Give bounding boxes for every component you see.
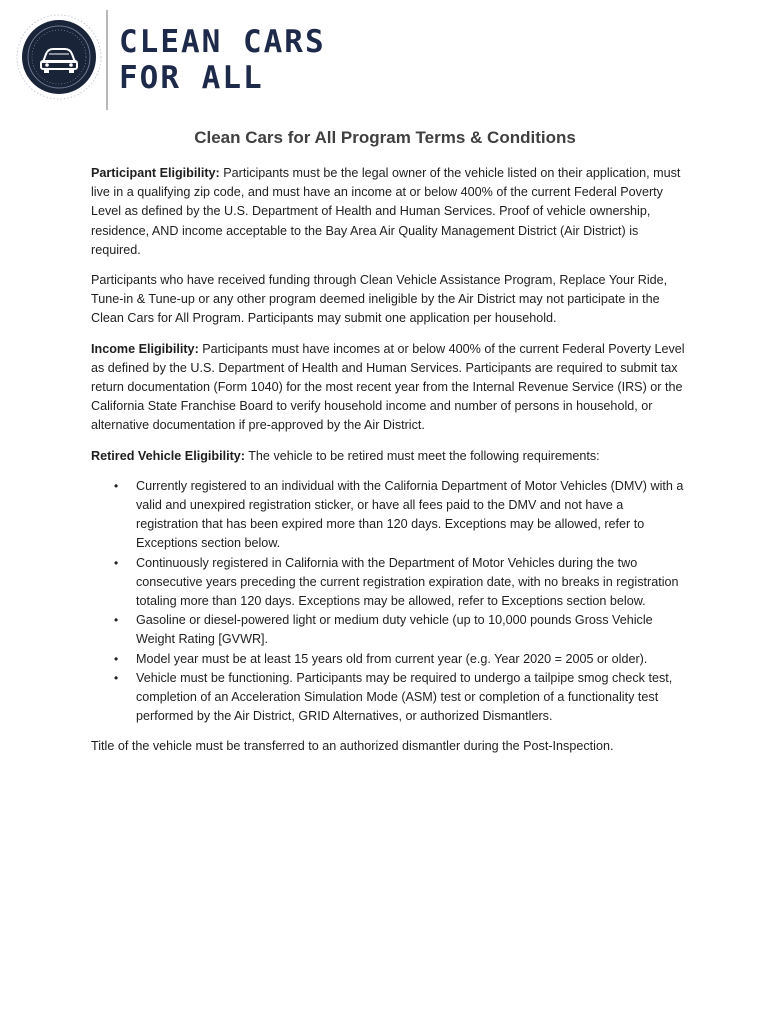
income-eligibility-text: Participants must have incomes at or below 400% of the current Federal Poverty Level as defined by the U.S. Department of Health and Human Services. Participants are required to submit tax return documentation (Form 1040) for the most recent year from the Internal Revenue Service (IRS) or the California State Franchise Board to verify household income and number of persons in household, or alternative documentation if pre-approved by the Air District. [91,341,685,433]
list-item-text: Continuously registered in California with the Department of Motor Vehicles during the two consecutive years preceding the current registration expiration date, with no breaks in registration totaling more than 120 days. Exceptions may be allowed, refer to Exceptions section below. [136,555,679,609]
prior-funding-paragraph: Participants who have received funding through Clean Vehicle Assistance Program, Replace Your Ride, Tune-in & Tune-up or any other program deemed ineligible by the Air District may not participate in the Clean Cars for All Program. Participants may submit one application per household. [91,273,668,326]
income-eligibility-label: Income Eligibility: [91,341,199,356]
document-body [91,164,686,768]
brand-wordmark [119,24,326,96]
brand-line-1: CLEAN CARS [119,24,326,60]
bullet-icon: • [114,670,119,685]
list-item-text: Vehicle must be functioning. Participants may be required to undergo a tailpipe smog check test, completion of an Acceleration Simulation Mode (ASM) test or completion of a functionality test performed by the Air District, GRID Alternatives, or authorized Dismantlers. [136,670,673,724]
participant-eligibility-label: Participant Eligibility: [91,166,220,180]
bullet-icon: • [114,478,119,493]
income-eligibility-paragraph [91,340,686,436]
page-title: Clean Cars for All Program Terms & Conditions [194,128,576,147]
list-item-text: Gasoline or diesel-powered light or medium duty vehicle (up to 10,000 pounds Gross Vehicle Weight Rating [GVWR]. [136,613,653,647]
list-item-text: Model year must be at least 15 years old from current year (e.g. Year 2020 = 2005 or older). [136,651,648,666]
car-logo-icon [16,14,102,100]
list-item [114,611,686,649]
list-item [114,650,686,669]
bullet-icon: • [114,651,119,666]
header-divider [106,10,108,110]
list-item [114,669,686,727]
bullet-icon: • [114,613,119,628]
participant-eligibility-text: Participants must be the legal owner of the vehicle listed on their application, must live in a qualifying zip code, and must have an income at or below 400% of the current Federal Poverty Level as defined by the U.S. Department of Health and Human Services. Proof of vehicle ownership, residence, AND income acceptable to the Bay Area Air Quality Management District (Air District) is required. [91,166,681,257]
retired-vehicle-label: Retired Vehicle Eligibility: [91,448,245,463]
list-item-text: Currently registered to an individual with the California Department of Motor Vehicles (DMV) with a valid and unexpired registration sticker, or have all fees paid to the DMV and not have a registration that has been expired more than 120 days. Exceptions may be allowed, refer to Exceptions section below. [136,478,684,551]
participant-eligibility-paragraph [91,164,686,260]
header [0,0,770,120]
retired-vehicle-paragraph [91,447,686,466]
title-transfer-paragraph: Title of the vehicle must be transferred to an authorized dismantler during the Post-Inspection. [91,739,614,754]
bullet-icon: • [114,555,119,570]
list-item [114,554,686,612]
brand-line-2: FOR ALL [119,60,264,96]
requirements-list [91,477,686,727]
list-item [114,477,686,554]
retired-vehicle-text: The vehicle to be retired must meet the following requirements: [244,448,600,463]
